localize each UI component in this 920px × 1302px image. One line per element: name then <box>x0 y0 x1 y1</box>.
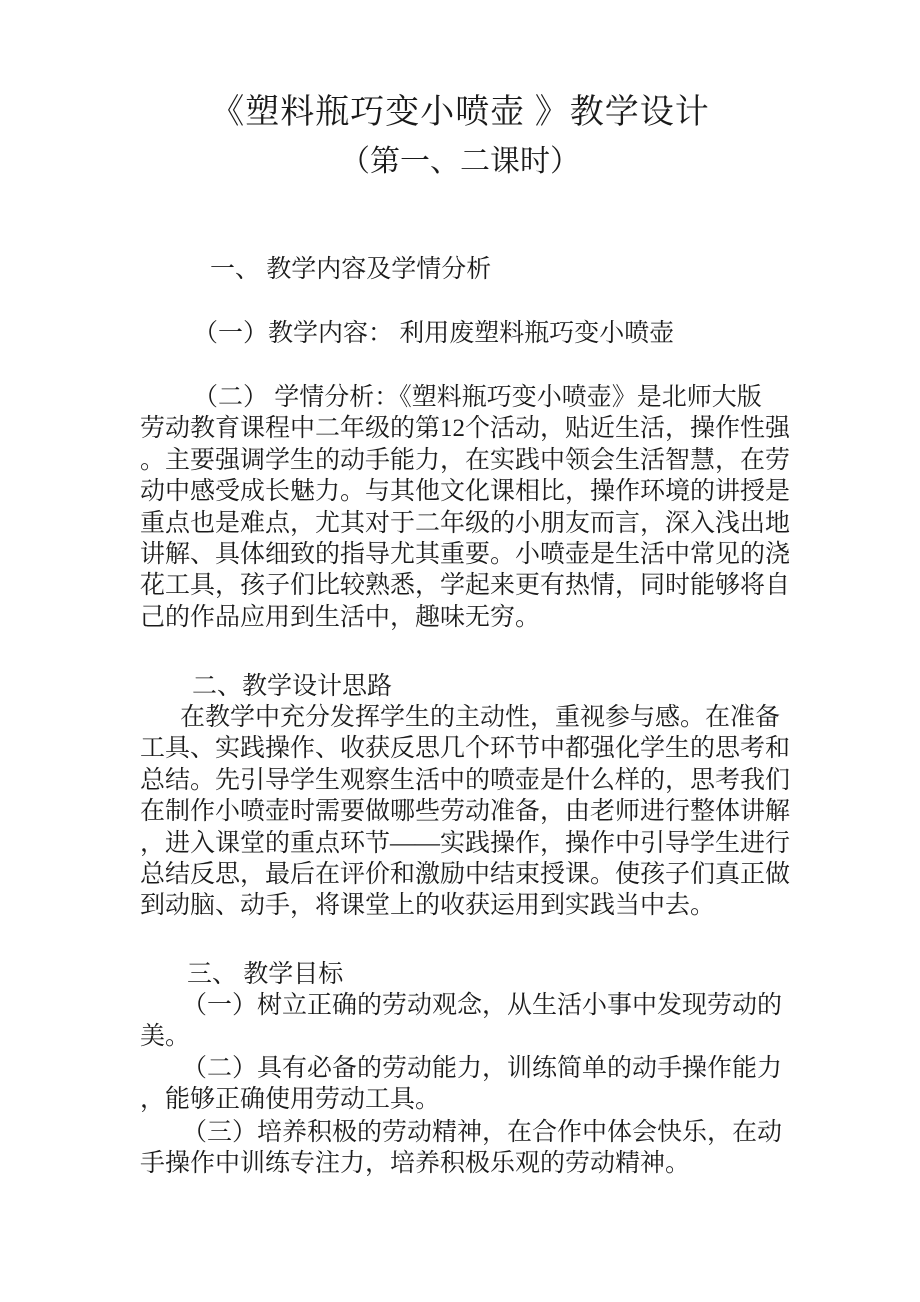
text-line: 到动脑、动手，将课堂上的收获运用到实践当中去。 <box>140 892 716 920</box>
text-line: 在制作小喷壶时需要做哪些劳动准备，由老师进行整体讲解 <box>140 798 791 826</box>
text-line: （一）树立正确的劳动观念，从生活小事中发现劳动的 <box>182 992 783 1019</box>
section-3-heading: 三、 教学目标 <box>187 961 344 988</box>
text-line: （二） 学情分析：《塑料瓶巧变小喷壶》是北师大版 <box>193 384 762 411</box>
section-3-goal-3-paragraph <box>140 1117 790 1180</box>
text-line: 手操作中训练专注力，培养积极乐观的劳动精神。 <box>140 1150 691 1178</box>
document-title: 《塑料瓶巧变小喷壶 》教学设计 <box>210 94 710 131</box>
section-1-teaching-content: （一）教学内容： 利用废塑料瓶巧变小喷壶 <box>193 320 675 347</box>
text-line: 花工具，孩子们比较熟悉，学起来更有热情，同时能够将自 <box>140 572 791 600</box>
text-line: （二）具有必备的劳动能力，训练简单的动手操作能力 <box>182 1055 783 1082</box>
text-line: 总结反思，最后在评价和激励中结束授课。使孩子们真正做 <box>140 860 791 888</box>
text-line: 美。 <box>140 1023 191 1051</box>
text-line: 讲解、具体细致的指导尤其重要。小喷壶是生活中常见的浇 <box>140 540 791 568</box>
section-1-learner-analysis-paragraph <box>140 382 790 633</box>
document-subtitle: （第一、二课时） <box>340 145 580 178</box>
text-line: 重点也是难点，尤其对于二年级的小朋友而言，深入浅出地 <box>140 509 791 537</box>
text-line: 劳动教育课程中二年级的第12个活动，贴近生活，操作性强 <box>140 415 791 443</box>
section-1-heading: 一、 教学内容及学情分析 <box>210 256 492 283</box>
section-3-goal-1-paragraph <box>140 990 790 1053</box>
section-2-heading: 二、教学设计思路 <box>192 673 393 700</box>
section-3-goal-2-paragraph <box>140 1053 790 1116</box>
text-line: 工具、实践操作、收获反思几个环节中都强化学生的思考和 <box>140 735 791 763</box>
section-2-design-approach-paragraph <box>140 702 790 922</box>
text-line: 在教学中充分发挥学生的主动性，重视参与感。在准备 <box>180 704 781 731</box>
text-line: 。主要强调学生的动手能力，在实践中领会生活智慧，在劳 <box>140 446 791 474</box>
text-line: 己的作品应用到生活中，趣味无穷。 <box>140 603 541 631</box>
text-line: 总结。先引导学生观察生活中的喷壶是什么样的，思考我们 <box>140 766 791 794</box>
text-line: 动中感受成长魅力。与其他文化课相比，操作环境的讲授是 <box>140 478 791 506</box>
text-line: （三）培养积极的劳动精神，在合作中体会快乐，在动 <box>182 1119 783 1146</box>
text-line: ，能够正确使用劳动工具。 <box>140 1086 441 1114</box>
text-line: ，进入课堂的重点环节——实践操作，操作中引导学生进行 <box>140 829 791 857</box>
